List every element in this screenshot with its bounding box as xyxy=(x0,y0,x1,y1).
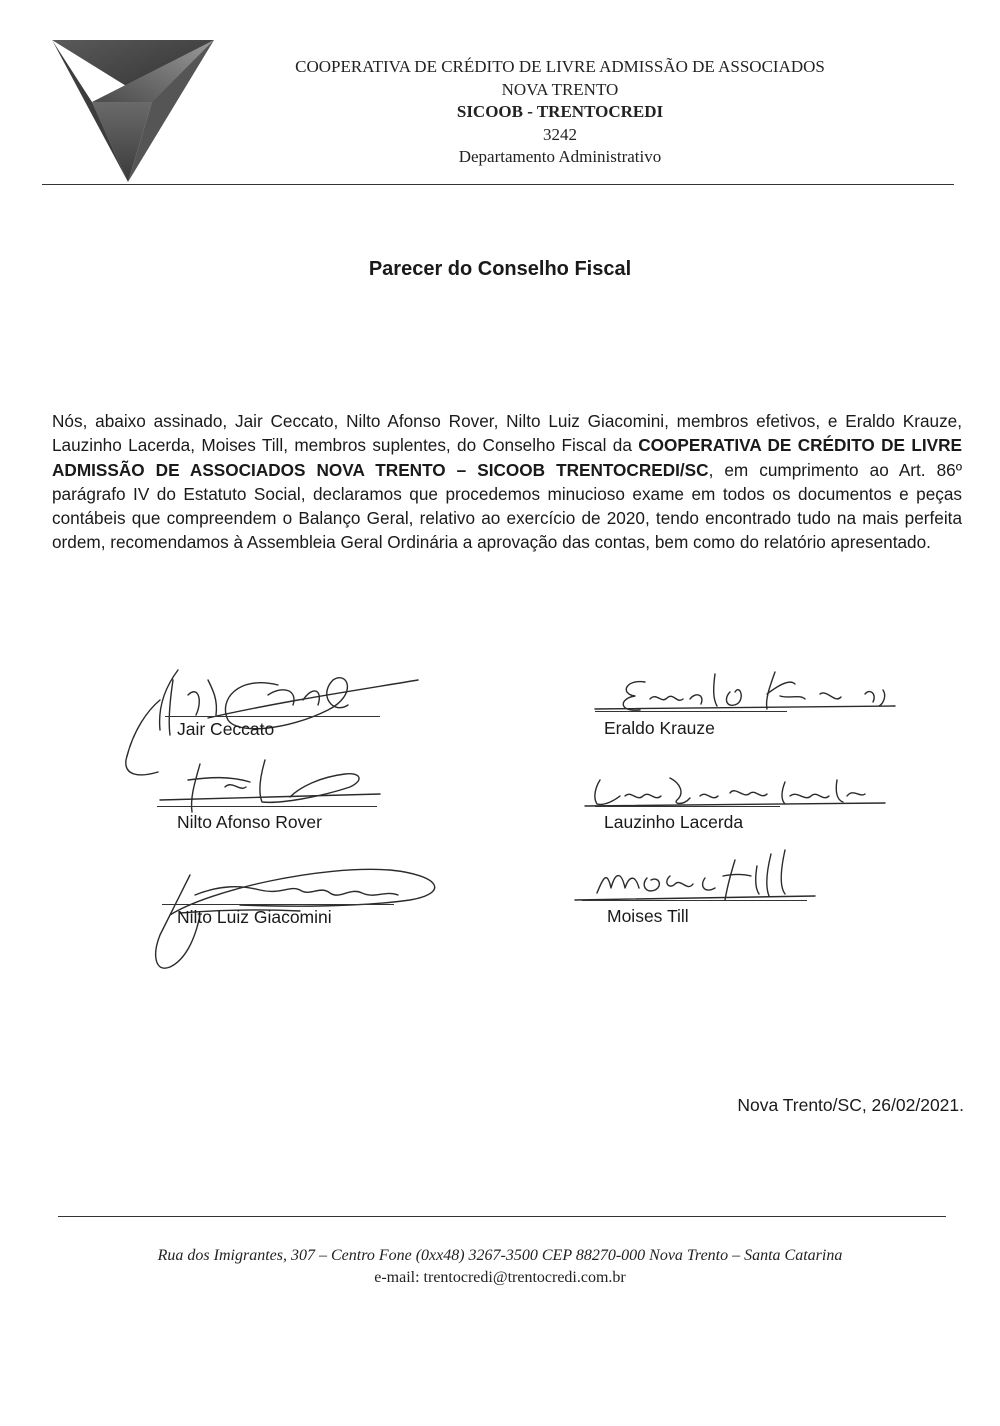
signature-lauzinho-lacerda xyxy=(585,768,885,818)
header-divider xyxy=(42,184,954,185)
org-code: 3242 xyxy=(543,124,577,144)
signature-line-1 xyxy=(165,716,380,717)
signature-moises-till xyxy=(575,848,815,908)
signatory-name: Jair Ceccato xyxy=(177,719,275,739)
signature-line-5 xyxy=(595,806,780,807)
cooperative-logo xyxy=(52,40,214,182)
signatory-name: Lauzinho Lacerda xyxy=(604,812,744,832)
org-short-name: SICOOB - TRENTOCREDI xyxy=(456,102,664,121)
document-body xyxy=(52,409,962,555)
letterhead xyxy=(250,56,870,169)
org-name-line2: NOVA TRENTO xyxy=(501,79,619,99)
signatory-name: Nilto Luiz Giacomini xyxy=(177,907,332,927)
footer-address: Rua dos Imigrantes, 307 – Centro Fone (0xx48) 3267-3500 CEP 88270-000 Nova Trento – Santa Catarina xyxy=(157,1247,843,1264)
signatory-name: Nilto Afonso Rover xyxy=(177,812,322,832)
footer-divider xyxy=(58,1216,946,1217)
document-title: Parecer do Conselho Fiscal xyxy=(368,258,632,280)
footer xyxy=(0,1245,1000,1289)
signature-line-3 xyxy=(162,904,394,905)
signature-eraldo-krauze xyxy=(595,664,895,724)
department: Departamento Administrativo xyxy=(458,147,662,166)
body-text-part1: Nós, abaixo assinado, Jair Ceccato, Nilto Afonso Rover, Nilto Luiz Giacomini, membros efetivos, e Eraldo Krauze, Lauzinho Lacerda, Moises Till, membros suplentes, do Conselho Fiscal da xyxy=(52,411,962,456)
place-and-date: Nova Trento/SC, 26/02/2021. xyxy=(737,1095,964,1115)
signature-line-2 xyxy=(157,806,377,807)
signatory-name: Eraldo Krauze xyxy=(604,718,715,738)
footer-email: e-mail: trentocredi@trentocredi.com.br xyxy=(374,1269,626,1286)
body-text-part2: , em cumprimento ao Art. 86º parágrafo IV do Estatuto Social, declaramos que procedemos minucioso exame em todos os documentos e peças contábeis que compreendem o Balanço Geral, relativo ao exercício de 2020, tendo encontrado tudo na mais perfeita ordem, recomendamos à Assembleia Geral Ordinária a aprovação das contas, bem como do relatório apresentado. xyxy=(52,459,963,553)
signature-line-6 xyxy=(582,900,807,901)
body-text-bold: COOPERATIVA DE CRÉDITO DE LIVRE ADMISSÃO DE ASSOCIADOS NOVA TRENTO – SICOOB TRENTOCREDI/SC xyxy=(52,435,962,480)
signatory-name: Moises Till xyxy=(607,906,689,926)
signature-line-4 xyxy=(595,711,787,712)
org-name-line1: COOPERATIVA DE CRÉDITO DE LIVRE ADMISSÃO DE ASSOCIADOS xyxy=(295,57,825,76)
